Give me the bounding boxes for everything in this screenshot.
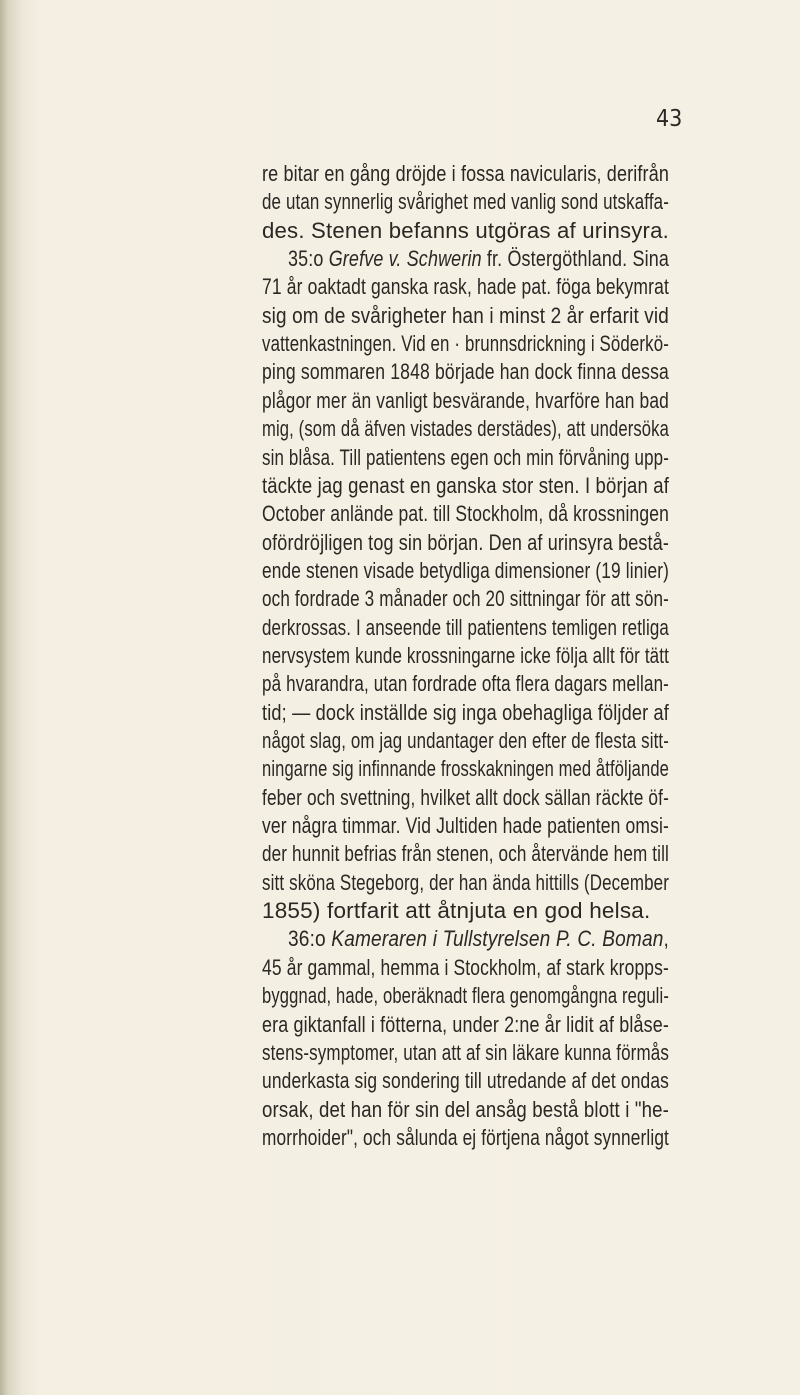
text-line: sig om de svårigheter han i minst 2 år erfarit vid [262,302,669,328]
text-line: orsak, det han för sin del ansåg bestå blott i "he- [262,1096,669,1122]
text-line: vattenkastningen. Vid en · brunnsdrickning i Söderkö- [262,331,669,357]
text-line: October anlände pat. till Stockholm, då krossningen [262,501,669,527]
text-line: och fordrade 3 månader och 20 sittningar för att sön- [262,586,669,612]
text-line: sitt sköna Stegeborg, der han ända hittills (December [262,869,669,895]
text-line: tid; — dock inställde sig inga obehagliga följder af [262,699,669,725]
text-line: re bitar en gång dröjde i fossa navicularis, derifrån [262,161,669,186]
text-line: ping sommaren 1848 började han dock finna dessa [262,359,669,385]
text-line: de utan synnerlig svårighet med vanlig sond utskaffa- [262,189,669,215]
text-line: feber och svettning, hvilket allt dock sällan räckte öf- [262,784,669,810]
text-line: på hvarandra, utan fordrade ofta flera dagars mellan- [262,671,669,697]
text-segment: fr. Östergöthland. Sina [481,246,669,272]
text-line: derkrossas. I anseende till patientens temligen retliga [262,614,669,640]
text-line: sin blåsa. Till patientens egen och min förvåning upp- [262,444,669,470]
text-line: des. Stenen befanns utgöras af urinsyra. [262,217,669,243]
text-segment: , [663,926,669,952]
text-line: nervsystem kunde krossningarne icke följa allt för tätt [262,642,669,668]
text-line: ende stenen visade betydliga dimensioner (19 linier) [262,557,669,583]
text-line: plågor mer än vanligt besvärande, hvarföre han bad [262,387,669,413]
text-line: täckte jag genast en ganska stor sten. I början af [262,472,669,498]
text-line: stens-symptomer, utan att af sin läkare kunna förmås [262,1039,669,1065]
italic-name: Kameraren i Tullstyrelsen P. C. Boman [331,926,664,952]
text-line: 1855) fortfarit att åtnjuta en god helsa. [262,898,651,924]
page-number: 43 [656,106,683,132]
text-line: 71 år oaktadt ganska rask, hade pat. föga bekymrat [262,274,669,300]
text-line: ningarne sig infinnande frosskakningen med åtföljande [262,756,669,782]
text-segment: 36:o [288,926,332,952]
text-line: något slag, om jag undantager den efter de flesta sitt- [262,728,669,753]
text-line: underkasta sig sondering till utredande af det ondas [262,1068,669,1094]
text-line [288,926,669,952]
text-line: mig, (som då äfven vistades derstädes), att undersöka [262,416,669,442]
text-line: der hunnit befrias från stenen, och återvände hem till [262,841,669,867]
italic-name: Grefve v. Schwerin [328,246,482,272]
text-line [288,246,669,272]
text-line: byggnad, hade, oberäknadt flera genomgångna reguli- [262,983,669,1009]
text-line: ver några timmar. Vid Jultiden hade patienten omsi- [262,813,669,839]
text-line: era giktanfall i fötterna, under 2:ne år lidit af blåse- [262,1011,669,1037]
text-segment: 35:o [288,246,329,272]
text-line: 45 år gammal, hemma i Stockholm, af stark kropps- [262,954,669,980]
text-line: morrhoider", och sålunda ej förtjena något synnerligt [262,1124,669,1150]
text-line: ofördröjligen tog sin början. Den af urinsyra bestå- [262,529,669,555]
